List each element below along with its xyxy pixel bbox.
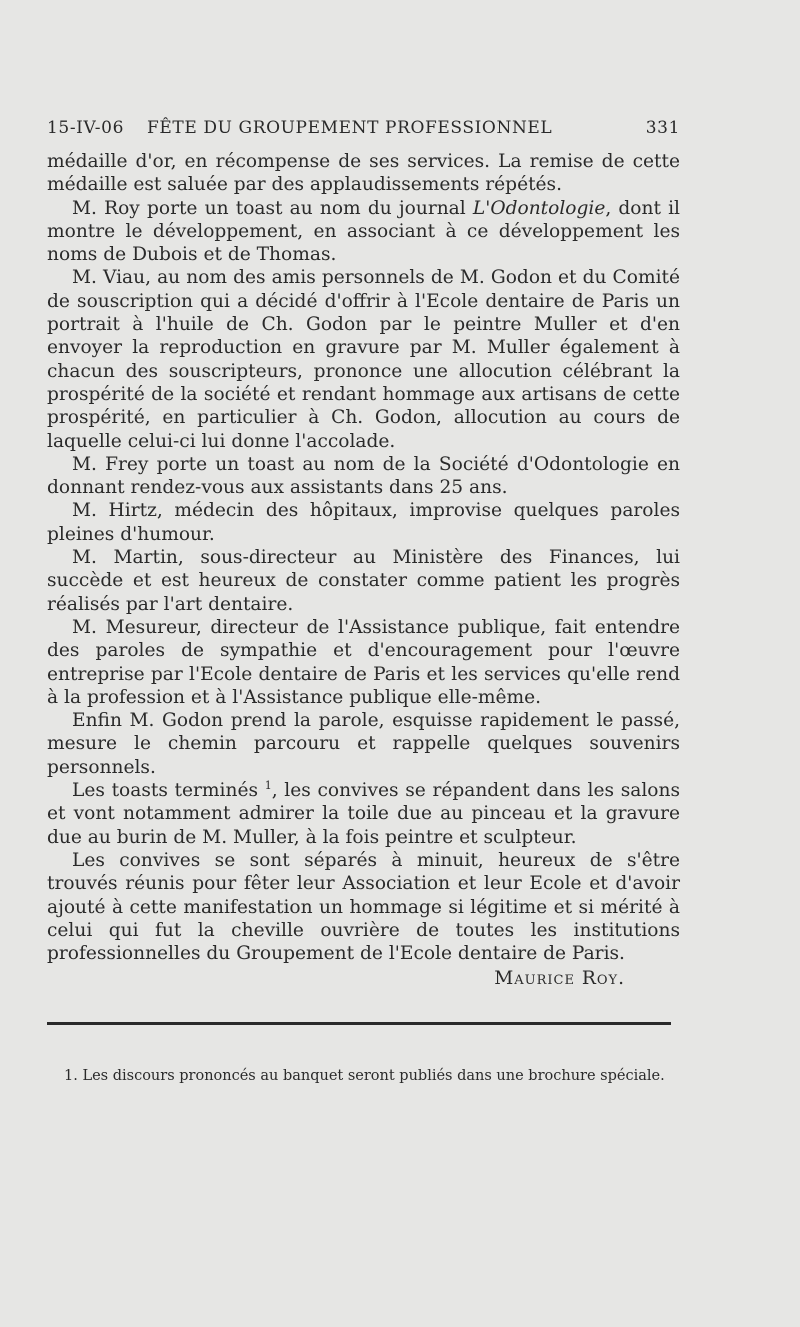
paragraph: M. Hirtz, médecin des hôpitaux, improvise quelques paroles pleines d'humour. xyxy=(47,500,680,545)
paragraph: M. Mesureur, directeur de l'Assistance publique, fait entendre des paroles de sympathie et d'encouragement pour l'œuvre entreprise par l'Ecole dentaire de Paris et les services qu'elle rend à la profession et à l'Assistance publique elle-même. xyxy=(47,616,680,708)
paragraph-text: , dont il montre le développement, en associant à ce développement les noms de Dubois et de Thomas. xyxy=(47,197,681,266)
footnote-reference[interactable]: 1 xyxy=(264,778,272,792)
footnote-number: 1. xyxy=(64,1068,78,1084)
paragraph-text: M. Roy porte un toast au nom du journal xyxy=(72,197,473,219)
header-date: 15-IV-06 xyxy=(47,118,124,138)
paragraph: médaille d'or, en récompense de ses services. La remise de cette médaille est saluée par des applaudissements répétés. xyxy=(47,151,680,196)
paragraph: M. Martin, sous-directeur au Ministère des Finances, lui succède et est heureux de constater comme patient les progrès réalisés par l'art dentaire. xyxy=(47,547,680,615)
paragraph: Enfin M. Godon prend la parole, esquisse rapidement le passé, mesure le chemin parcouru et rappelle quelques souvenirs personnels. xyxy=(47,710,680,778)
paragraph: M. Viau, au nom des amis personnels de M. Godon et du Comité de souscription qui a décidé d'offrir à l'Ecole dentaire de Paris un portrait à l'huile de Ch. Godon par le peintre Muller et d'en envoyer la reproduction en gravure par M. Muller également à chacun des souscripteurs, prononce une allocution célébrant la prospérité de la société et rendant hommage aux artisans de cette prospérité, en particulier à Ch. Godon, allocution au cours de laquelle celui-ci lui donne l'accolade. xyxy=(47,267,680,452)
header-title: FÊTE DU GROUPEMENT PROFESSIONNEL xyxy=(147,118,553,138)
footnote-text: Les discours prononcés au banquet seront publiés dans une brochure spéciale. xyxy=(82,1068,665,1084)
footnote xyxy=(47,1066,671,1086)
running-header xyxy=(47,118,680,140)
page-number: 331 xyxy=(645,118,680,138)
section-divider xyxy=(47,1022,671,1025)
journal-title: L'Odontologie xyxy=(472,197,606,219)
paragraph: Les convives se sont séparés à minuit, heureux de s'être trouvés réunis pour fêter leur Association et leur Ecole et d'avoir ajouté à cette manifestation un hommage si légitime et si mérité à celui qui fut la cheville ouvrière de toutes les institutions professionnelles du Groupement de l'Ecole dentaire de Paris. xyxy=(47,849,680,965)
body-text xyxy=(47,150,680,991)
paragraph-roy xyxy=(47,197,680,267)
author-signature: Maurice Roy. xyxy=(494,968,625,990)
paragraph-toasts xyxy=(47,779,680,849)
paragraph-text: , les convives se répandent dans les salons et vont notamment admirer la toile due au pinceau et la gravure due au burin de M. Muller, à la fois peintre et sculpteur. xyxy=(47,780,680,848)
paragraph-text: Les toasts terminés xyxy=(72,780,265,802)
paragraph: M. Frey porte un toast au nom de la Société d'Odontologie en donnant rendez-vous aux assistants dans 25 ans. xyxy=(47,453,680,499)
